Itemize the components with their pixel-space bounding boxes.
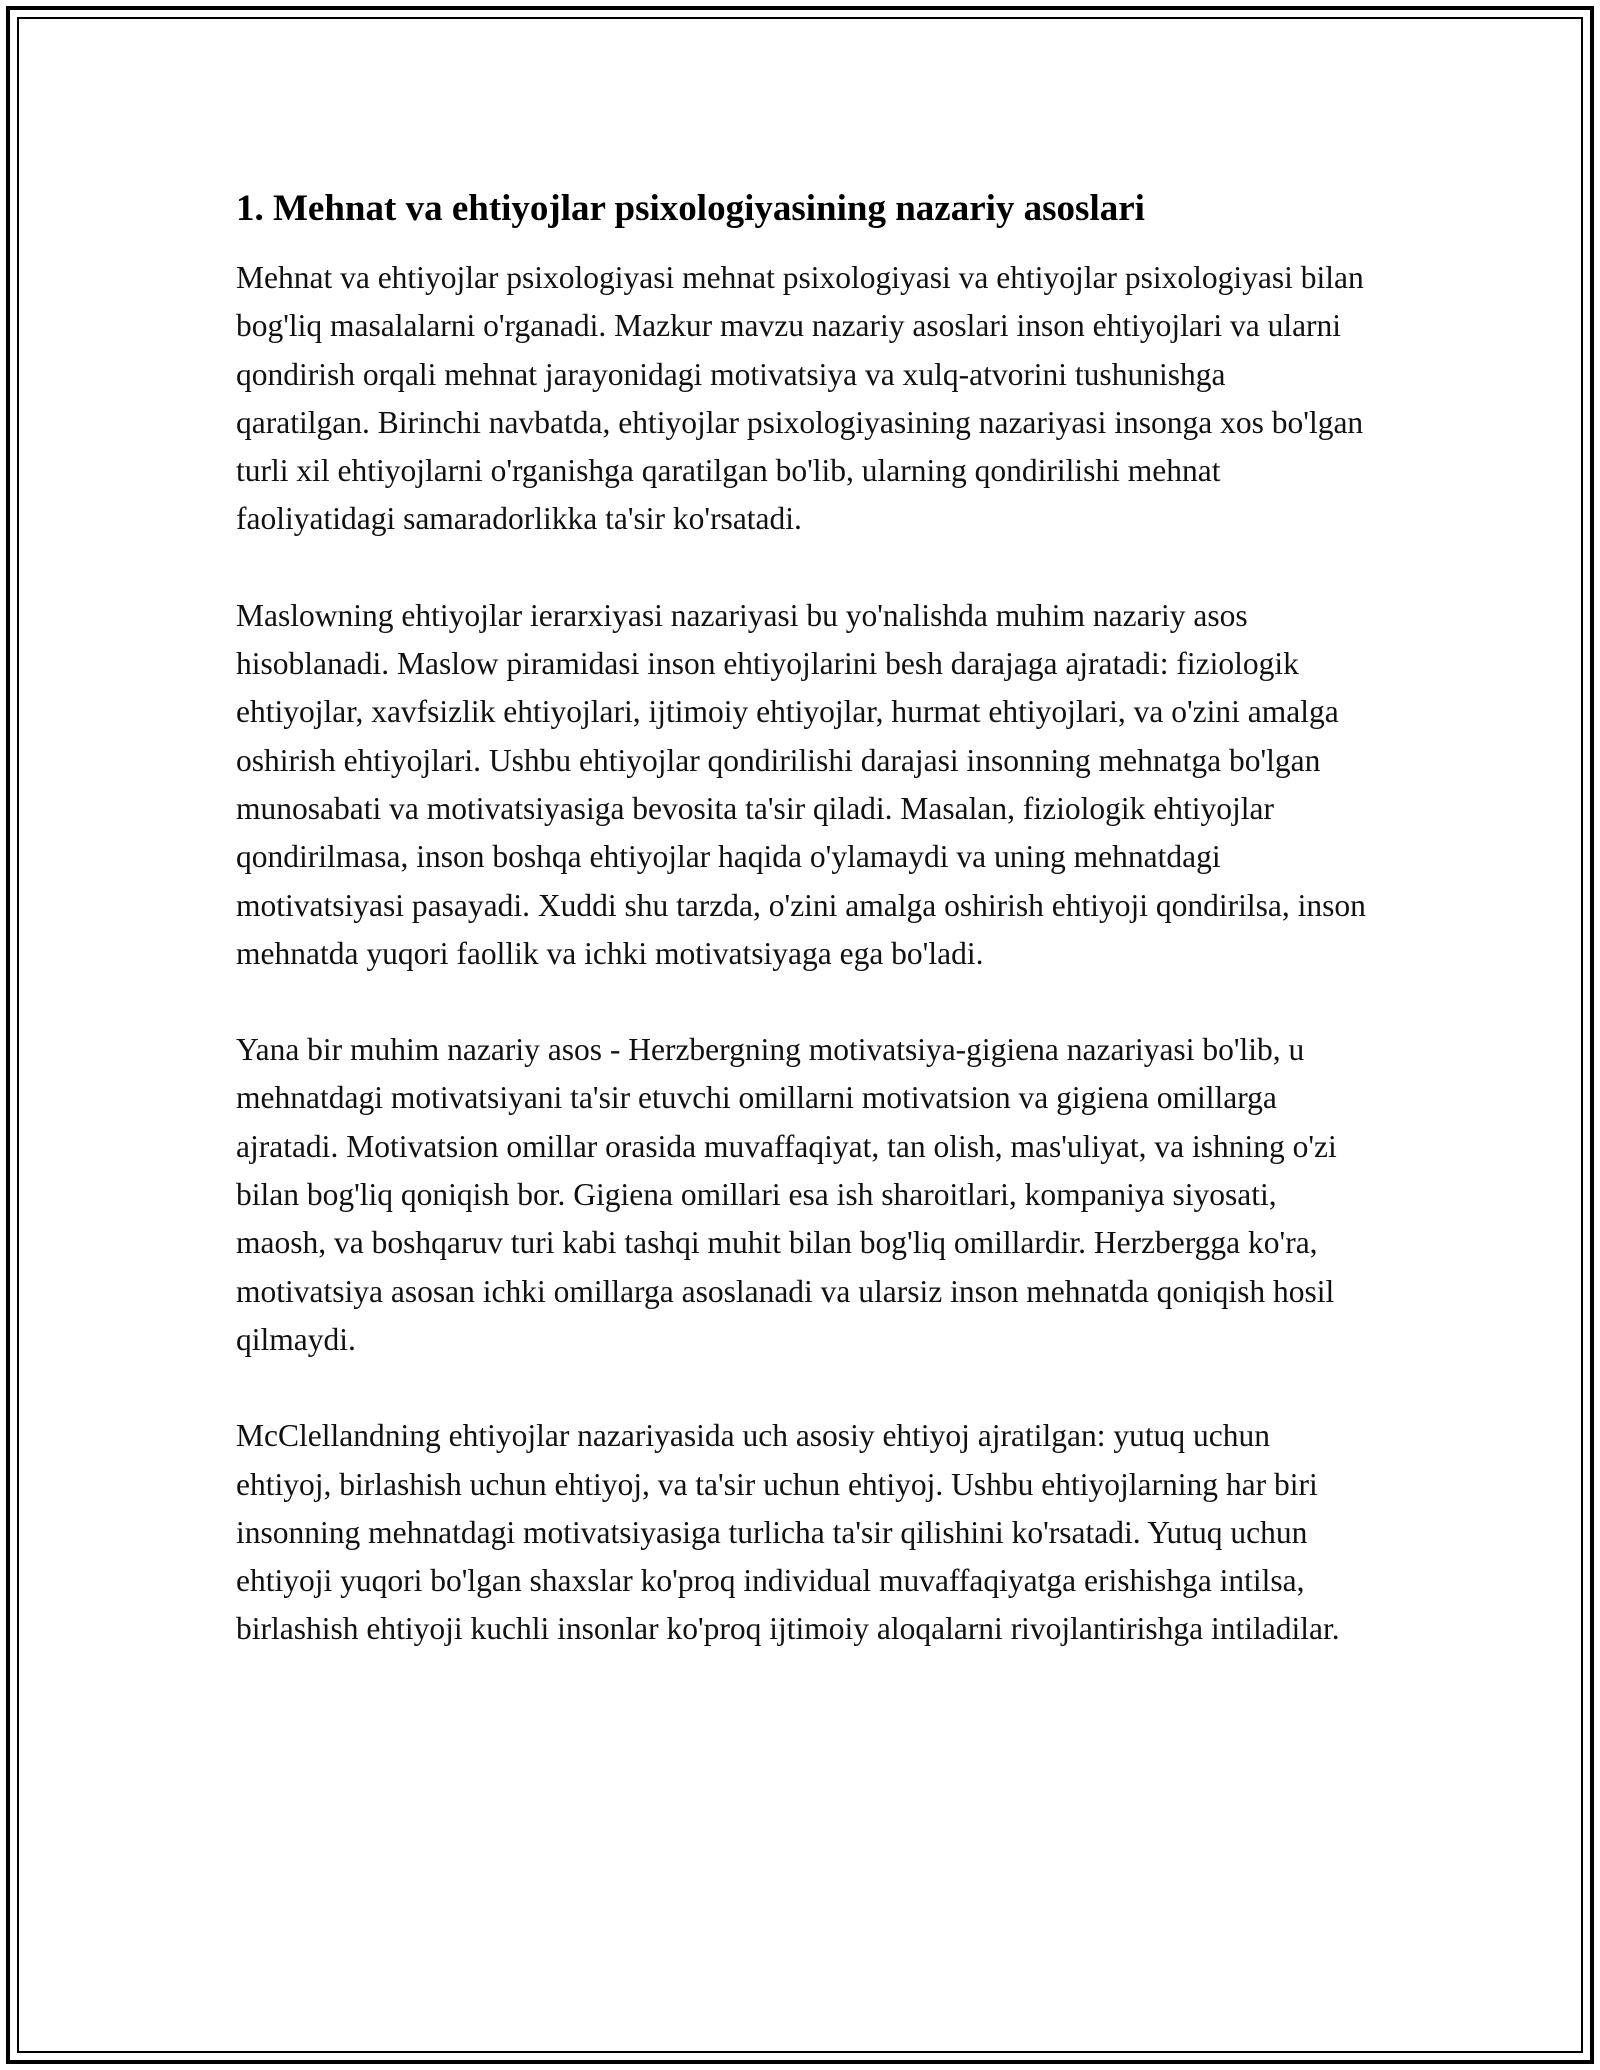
paragraph-herzberg: Yana bir muhim nazariy asos - Herzbergning motivatsiya-gigiena nazariyasi bo'lib, u mehnatdagi motivatsiyani ta'sir etuvchi omillarni motivatsion va gigiena omillarga ajratadi. Motivatsion omillar orasida muvaffaqiyat, tan olish, mas'uliyat, va ishning o'zi bilan bog'liq qoniqish bor. Gigiena omillari esa ish sharoitlari, kompaniya siyosati, maosh, va boshqaruv turi kabi tashqi muhit bilan bog'liq omillardir. Herzbergga ko'ra, motivatsiya asosan ichki omillarga asoslanadi va ularsiz inson mehnatda qoniqish hosil qilmaydi. — [236, 1032, 1337, 1357]
paragraph-maslow: Maslowning ehtiyojlar ierarxiyasi nazariyasi bu yo'nalishda muhim nazariy asos hisoblanadi. Maslow piramidasi inson ehtiyojlarini besh darajaga ajratadi: fiziologik ehtiyojlar, xavfsizlik ehtiyojlari, ijtimoiy ehtiyojlar, hurmat ehtiyojlari, va o'zini amalga oshirish ehtiyojlari. Ushbu ehtiyojlar qondirilishi darajasi insonning mehnatga bo'lgan munosabati va motivatsiyasiga bevosita ta'sir qiladi. Masalan, fiziologik ehtiyojlar qondirilmasa, inson boshqa ehtiyojlar haqida o'ylamaydi va uning mehnatdagi motivatsiyasi pasayadi. Xuddi shu tarzda, o'zini amalga oshirish ehtiyoji qondirilsa, inson mehnatda yuqori faollik va ichki motivatsiyaga ega bo'ladi. — [236, 597, 1366, 971]
section-heading: 1. Mehnat va ehtiyojlar psixologiyasining nazariy asoslari — [236, 188, 1145, 229]
paragraph-intro: Mehnat va ehtiyojlar psixologiyasi mehnat psixologiyasi va ehtiyojlar psixologiyasi bilan bog'liq masalalarni o'rganadi. Mazkur mavzu nazariy asoslari inson ehtiyojlari va ularni qondirish orqali mehnat jarayonidagi motivatsiya va xulq-atvorini tushunishga qaratilgan. Birinchi navbatda, ehtiyojlar psixologiyasining nazariyasi insonga xos bo'lgan turli xil ehtiyojlarni o'rganishga qaratilgan bo'lib, ularning qondirilishi mehnat faoliyatidagi samaradorlikka ta'sir ko'rsatadi. — [236, 260, 1364, 537]
paragraph-mcclelland: McClellandning ehtiyojlar nazariyasida uch asosiy ehtiyoj ajratilgan: yutuq uchun ehtiyoj, birlashish uchun ehtiyoj, va ta'sir uchun ehtiyoj. Ushbu ehtiyojlarning har biri insonning mehnatdagi motivatsiyasiga turlicha ta'sir qilishini ko'rsatadi. Yutuq uchun ehtiyoji yuqori bo'lgan shaxslar ko'proq individual muvaffaqiyatga erishishga intilsa, birlashish ehtiyoji kuchli insonlar ko'proq ijtimoiy aloqalarni rivojlantirishga intiladilar. — [236, 1418, 1340, 1647]
document-body — [236, 184, 1366, 1702]
